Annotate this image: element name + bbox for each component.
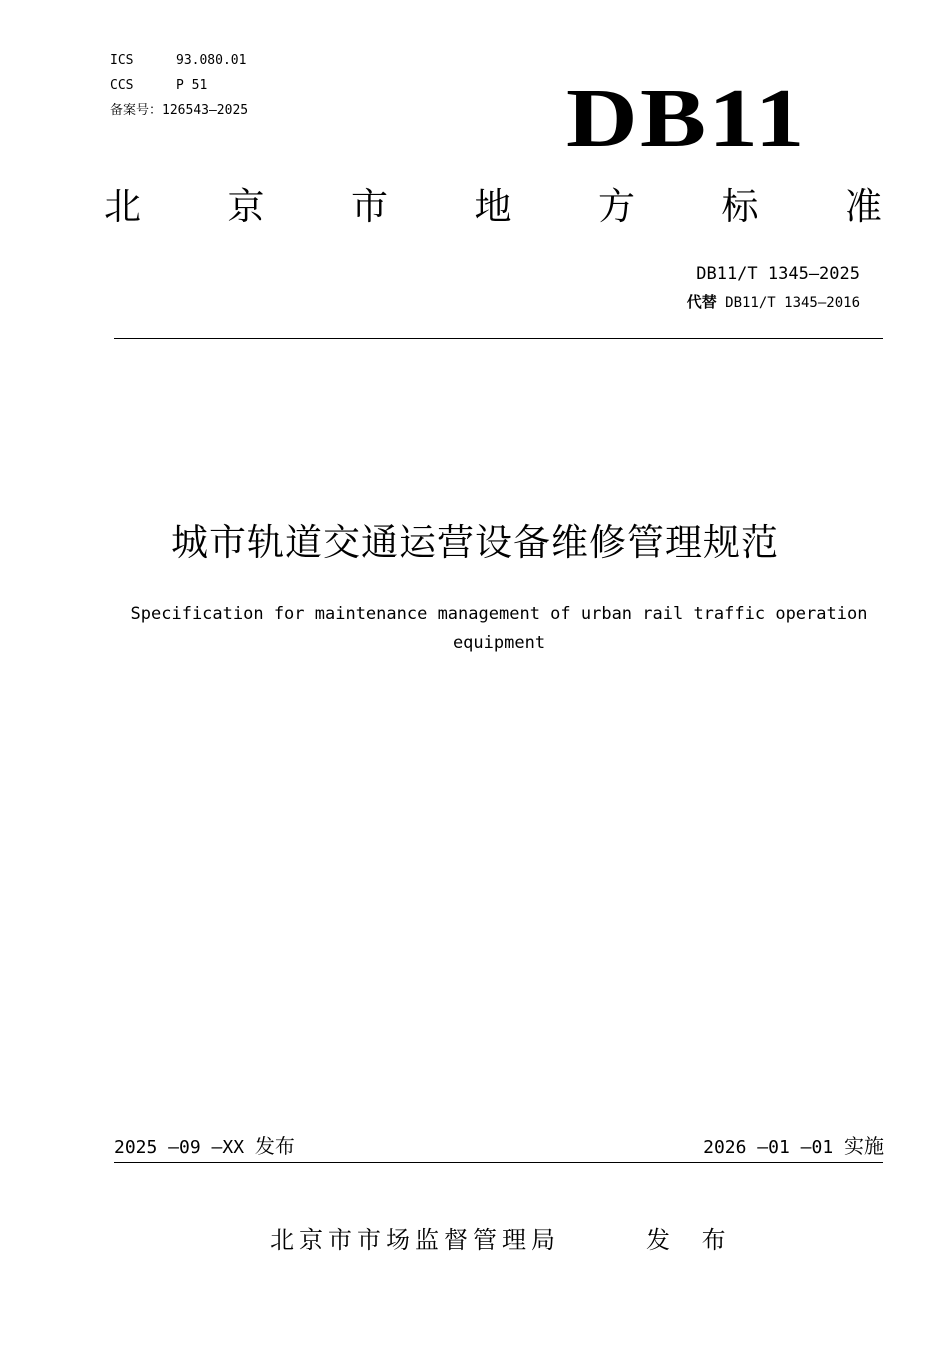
ccs-label: CCS — [110, 78, 134, 93]
classification-block — [110, 48, 248, 123]
issue-date-line — [114, 1132, 295, 1162]
title-en: Specification for maintenance management of urban rail traffic operation equipment — [130, 604, 868, 653]
replaces-label: 代替 — [686, 293, 717, 311]
ics-label: ICS — [110, 53, 134, 68]
standard-type-char: 地 — [474, 185, 512, 228]
effective-date-line — [703, 1132, 884, 1162]
filing-row — [110, 98, 248, 123]
standard-type-heading — [104, 184, 882, 230]
effective-label: 实施 — [844, 1134, 884, 1158]
standard-number: DB11/T 1345—2025 — [696, 264, 860, 284]
ccs-row — [110, 73, 248, 98]
filing-value: 126543—2025 — [162, 103, 249, 118]
publisher: 北京市市场监督管理局 — [270, 1226, 560, 1254]
filing-label: 备案号： — [110, 103, 163, 118]
top-divider — [114, 338, 883, 339]
replaces-line — [687, 292, 860, 313]
effective-date: 2026 —01 —01 — [703, 1137, 834, 1158]
bottom-divider — [114, 1162, 883, 1163]
title-cn: 城市轨道交通运营设备维修管理规范 — [171, 521, 779, 564]
standard-type-char: 市 — [351, 185, 388, 228]
issue-date: 2025 —09 —XX — [114, 1137, 245, 1158]
ccs-value: P 51 — [176, 78, 208, 93]
issue-label: 发布 — [254, 1134, 295, 1158]
ics-value: 93.080.01 — [176, 53, 247, 68]
standard-type-char: 准 — [845, 185, 882, 228]
standard-type-char: 方 — [598, 185, 635, 228]
standard-type-char: 标 — [721, 185, 759, 228]
replaces-value: DB11/T 1345—2016 — [725, 295, 860, 311]
ics-row — [110, 48, 248, 73]
publish-word: 发 布 — [646, 1226, 738, 1254]
standard-type-char: 京 — [227, 185, 265, 228]
standard-type-char: 北 — [104, 185, 141, 228]
db11-logo: DB11 — [566, 72, 807, 165]
